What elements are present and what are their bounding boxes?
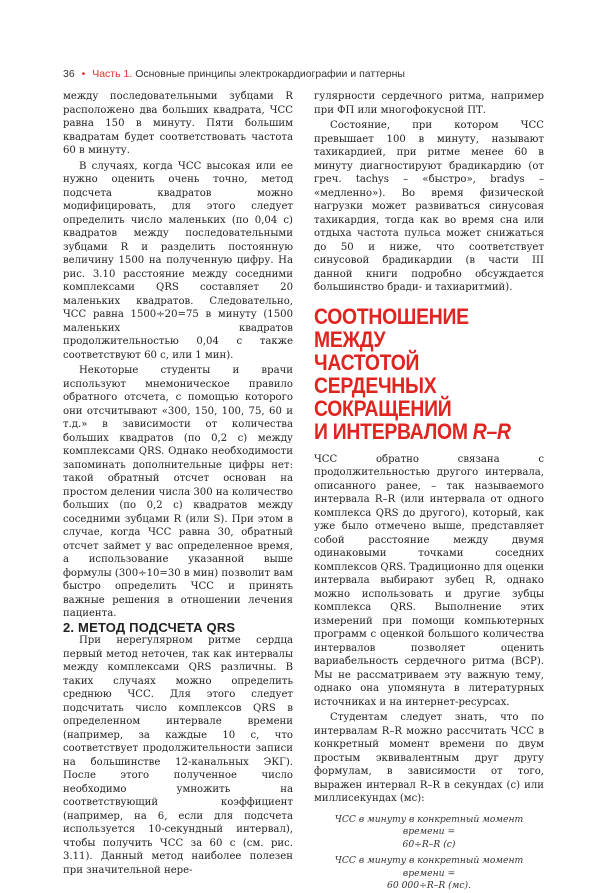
section-heading-rr-interval [314,305,545,443]
part-label: Часть 1. [92,68,133,80]
heading-line-4-prefix: И ИНТЕРВАЛОМ [314,418,473,444]
heading-line-2: ЧАСТОТОЙ СЕРДЕЧНЫХ [314,349,437,398]
header-bullet: • [81,68,86,80]
page-number: 36 [63,68,75,80]
left-paragraph-1: между последовательными зубцами R расположено два больших квадрата, ЧСС равна 150 в минуту. Пяти большим квадратам будет соответствовать частота 60 в минуту. [63,91,293,156]
left-paragraph-3: Некоторые студенты и врачи используют мнемоническое правило обратного отсчета, с помощью которого они отсчитывают «300, 150, 100, 75, 60 и т.д.» в зависимости от количества больших квадратов (по 0,2 с) между комплексами QRS. Однако необходимости запоминать дополнительные цифры нет: такой обратный отсчет основан на простом делении числа 300 на количество больших (по 0,2 с) квадратов между соседними зубцами R (или S). При этом в случае, когда ЧСС равна 30, обратный отсчет займет у вас определенное время, а использование указанной выше формулы (300÷10=30 в мин) позволит вам быстро определить ЧСС и принять важные решения в отношении лечения пациента. [63,365,293,619]
running-header [63,68,533,80]
heading-line-1: СООТНОШЕНИЕ МЕЖДУ [314,303,469,352]
section-heading-qrs-count: 2. МЕТОД ПОДСЧЕТА QRS [63,619,236,635]
formula-seconds-line-1: ЧСС в минуту в конкретный момент времени = [334,813,524,837]
right-paragraph-3: ЧСС обратно связана с продолжительностью другого интервала, описанного ранее, – так называемого интервала R–R (или интервала от одного комплекса QRS до другого), который, как уже было отмечено выше, представляет собой расстояние между двумя одинаковыми точками соседних комплексов QRS. Традиционно для оценки интервала выбирают зубец R, однако можно использовать и другие зубцы комплекса QRS. Выполнение этих измерений при помощи компьютерных программ с оценкой большого количества интервалов позволяет оценить вариабельность сердечного ритма (ВСР). Мы не рассматриваем эту важную тему, однако она упомянута в литературных источниках и на интернет-ресурсах. [314,453,544,708]
heading-line-4 [314,420,545,443]
formula-milliseconds-line-1: ЧСС в минуту в конкретный момент времени = [334,855,524,879]
right-paragraph-4: Студентам следует знать, что по интервалам R–R можно рассчитать ЧСС в конкретный момент времени по двум простым эквивалентным друг другу формулам, в зависимости от того, выражен интервал R–R в секундах (с) или миллисекундах (мс): [314,712,544,804]
header-title: Основные принципы электрокардиографии и паттерны [135,68,405,80]
left-column [63,90,293,877]
left-paragraph-2: В случаях, когда ЧСС высокая или ее нужно оценить очень точно, метод подсчета квадратов можно модифицировать, для этого следует определить число маленьких (по 0,04 с) квадратов между последовательными зубцами R и разделить постоянную величину 1500 на полученную цифру. На рис. 3.10 расстояние между соседними комплексами QRS составляет 20 маленьких квадратов. Следовательно, ЧСС равна 1500÷20=75 в минуту (1500 маленьких квадратов продолжительностью 0,04 с также соответствуют 60 с, или 1 мин). [63,160,293,361]
formula-seconds [314,814,544,852]
right-paragraph-1: гулярности сердечного ритма, например при ФП или многофокусной ПТ. [314,91,544,116]
heading-line-3: СОКРАЩЕНИЙ [314,395,452,421]
right-column [314,90,544,893]
heading-line-4-rr: R–R [472,418,511,444]
formula-seconds-line-2: 60÷R–R (с) [402,838,456,850]
left-paragraph-4: При нерегулярном ритме сердца первый метод неточен, так как интервалы между комплексами QRS различны. В таких случаях можно определить среднюю ЧСС. Для этого следует подсчитать число комплексов QRS в определенном интервале времени (например, за каждые 10 с, что соответствует продолжительности записи на большинстве 12-канальных ЭКГ). После этого полученное число необходимо умножить на соответствующий коэффициент (например, на 6, если для подсчета используется 10-секундный интервал), чтобы получить ЧСС за 60 с (см. рис. 3.11). Данный метод наиболее полезен при значительной нере- [63,635,293,876]
formulas [314,814,544,893]
right-paragraph-2: Состояние, при котором ЧСС превышает 100 в минуту, называют тахикардией, при ритме менее 60 в минуту диагностируют брадикардию (от греч. tachys – «быстро», bradys – «медленно»). Во время физической нагрузки может развиваться синусовая тахикардия, тогда как во время сна или отдыха частота пульса может снижаться до 50 и ниже, что соответствует синусовой брадикардии (в части III данной книги подробно обсуждается большинство бради- и тахиаритмий). [314,120,544,293]
formula-milliseconds [314,855,544,893]
formula-milliseconds-line-2: 60 000÷R–R (мс). [386,880,472,891]
